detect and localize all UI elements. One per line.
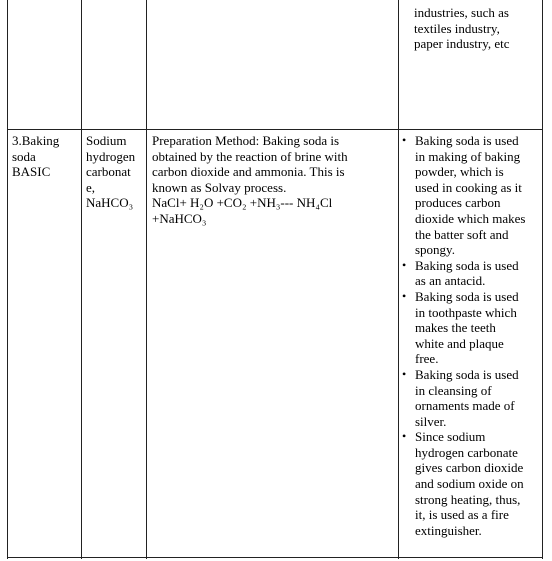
bullet-icon: •	[402, 366, 407, 381]
chemical-name: Sodium hydrogen carbonat e, NaHCO₃	[86, 133, 136, 211]
top-row-uses-cell	[414, 5, 540, 52]
table-right-border	[542, 0, 543, 559]
use-text: Baking soda is used in making of baking powder, which is used in cooking as it produces carbon dioxide which makes the batter soft and spongy.	[415, 133, 526, 258]
column-divider-3	[398, 0, 399, 559]
bullet-icon: •	[402, 133, 407, 147]
uses-cell	[401, 133, 541, 538]
list-item	[401, 133, 541, 258]
use-text: Baking soda is used in toothpaste which makes the teeth white and plaque free.	[415, 288, 519, 367]
uses-continuation-text: industries, such as textiles industry, paper industry, etc	[414, 5, 510, 52]
list-item	[401, 289, 541, 367]
list-item	[401, 429, 541, 538]
use-text: Baking soda is used in cleansing of ornaments made of silver.	[415, 366, 519, 429]
bullet-icon: •	[402, 429, 407, 444]
use-text: Baking soda is used as an antacid.	[415, 257, 519, 289]
row-divider	[7, 129, 543, 130]
use-text: Since sodium hydrogen carbonate gives carbon dioxide and sodium oxide on strong heating, thus, it, is used as a fire extinguisher.	[415, 429, 524, 538]
table-bottom-border	[7, 557, 543, 558]
compound-name: 3.Baking soda BASIC	[12, 133, 60, 180]
bullet-icon: •	[402, 257, 407, 272]
list-item	[401, 258, 541, 289]
uses-list	[401, 133, 541, 538]
chemical-name-cell	[86, 133, 146, 211]
column-divider-1	[81, 0, 82, 559]
bullet-icon: •	[402, 288, 407, 303]
list-item	[401, 367, 541, 429]
table-left-border	[7, 0, 8, 559]
preparation-text: Preparation Method: Baking soda is obtained by the reaction of brine with carbon dioxide and ammonia. This is known as Solvay process. NaCl+ H₂O +CO₂ +NH₃--- NH₄Cl +NaHCO₃	[152, 133, 348, 226]
compound-name-cell	[12, 133, 80, 180]
column-divider-2	[146, 0, 147, 559]
preparation-cell	[152, 133, 397, 227]
